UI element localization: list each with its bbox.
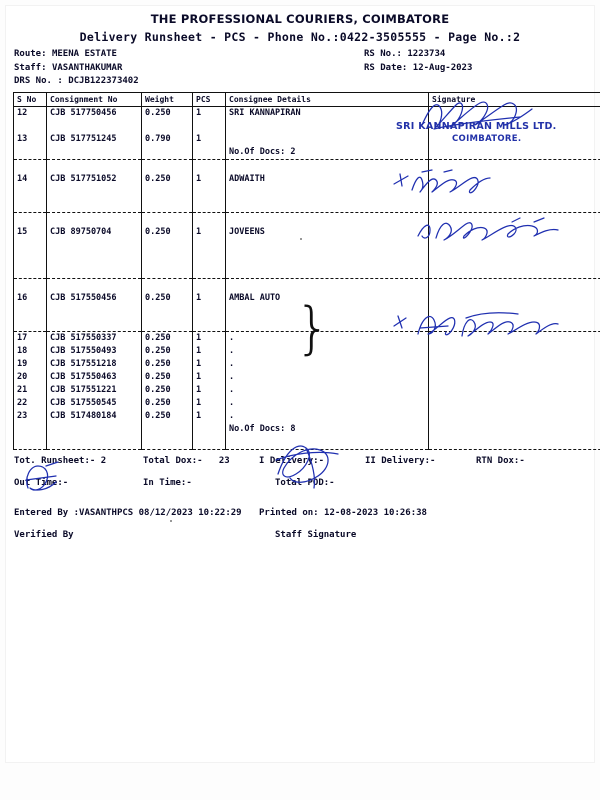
cell-consignment: CJB 517550463 — [47, 371, 142, 384]
cell-consignment: CJB 517550545 — [47, 397, 142, 410]
cell-signature — [429, 107, 600, 121]
table-spacer — [14, 265, 600, 279]
cell-weight: 0.250 — [142, 371, 193, 384]
cell-consignment: CJB 517551218 — [47, 358, 142, 371]
rs-date-label: RS Date: — [364, 62, 408, 73]
cell-weight: 0.790 — [142, 133, 193, 146]
cell-sno: 15 — [14, 226, 47, 239]
docs-count: No.Of Docs: 2 — [226, 146, 429, 160]
table-row — [14, 107, 600, 121]
cell-weight: 0.250 — [142, 384, 193, 397]
cell-weight: 0.250 — [142, 226, 193, 239]
cell-weight: 0.250 — [142, 173, 193, 186]
totals-block — [13, 450, 589, 508]
cell-pcs: 1 — [193, 133, 226, 146]
cell-pcs: 1 — [193, 358, 226, 371]
cell-sno: 13 — [14, 133, 47, 146]
table-spacer — [14, 239, 600, 252]
stamp-line-2: COIMBATORE. — [452, 134, 522, 144]
rs-no-label: RS No.: — [364, 49, 402, 59]
header-block — [6, 48, 594, 92]
cell-weight: 0.250 — [142, 410, 193, 423]
header-left — [14, 48, 139, 89]
cell-consignee: . — [226, 397, 429, 410]
col-consignment: Consignment No — [47, 93, 142, 107]
table-spacer — [14, 436, 600, 450]
cell-signature — [429, 358, 600, 371]
cell-weight: 0.250 — [142, 292, 193, 305]
rs-no-value: 1223734 — [407, 49, 446, 59]
cell-sno: 22 — [14, 397, 47, 410]
drs-value: DCJB122373402 — [68, 76, 139, 86]
cell-consignment: CJB 517751052 — [47, 173, 142, 186]
table-header-row — [14, 93, 600, 107]
cell-signature — [429, 292, 600, 305]
cell-weight: 0.250 — [142, 107, 193, 121]
route-value: MEENA ESTATE — [51, 49, 117, 59]
cell-consignee: JOVEENS — [226, 226, 429, 239]
sheet-title: Delivery Runsheet - PCS - Phone No.:0422-3505555 - Page No.:2 — [79, 30, 521, 44]
i-delivery: I Delivery:- — [259, 456, 325, 466]
cell-consignment: CJB 517551221 — [47, 384, 142, 397]
cell-signature — [429, 173, 600, 186]
staff-value: VASANTHAKUMAR — [51, 62, 123, 73]
staff-signature-label: Staff Signature — [275, 530, 357, 540]
header-right — [364, 48, 472, 75]
route-line — [14, 48, 139, 62]
cell-consignee: . — [226, 358, 429, 371]
drs-label: DRS No. : — [14, 76, 63, 86]
cell-pcs: 1 — [193, 226, 226, 239]
table-row — [14, 384, 600, 397]
cell-consignee: . — [226, 371, 429, 384]
cell-consignee: . — [226, 332, 429, 345]
table-row — [14, 397, 600, 410]
consignment-table — [13, 92, 600, 450]
cell-signature — [429, 397, 600, 410]
table-spacer — [14, 279, 600, 292]
cell-sno: 21 — [14, 384, 47, 397]
col-sno: S No — [14, 93, 47, 107]
cell-pcs: 1 — [193, 371, 226, 384]
col-consignee: Consignee Details — [226, 93, 429, 107]
cell-consignee: . — [226, 410, 429, 423]
table-spacer — [14, 186, 600, 199]
table-spacer — [14, 213, 600, 226]
cell-signature — [429, 345, 600, 358]
table-row — [14, 173, 600, 186]
cell-pcs: 1 — [193, 345, 226, 358]
brace-mark: } — [295, 296, 331, 361]
cell-pcs: 1 — [193, 332, 226, 345]
cell-pcs: 1 — [193, 410, 226, 423]
cell-signature — [429, 371, 600, 384]
cell-consignment: CJB 517480184 — [47, 410, 142, 423]
runsheet-sheet — [6, 6, 594, 762]
total-dox: Total Dox:- 23 — [143, 456, 230, 466]
cell-sno: 12 — [14, 107, 47, 121]
cell-consignee: ADWAITH — [226, 173, 429, 186]
cell-consignee: SRI KANNAPIRAN — [226, 107, 429, 121]
cell-pcs: 1 — [193, 292, 226, 305]
col-signature: Signature — [429, 93, 600, 107]
rs-date-line — [364, 62, 472, 76]
cell-weight: 0.250 — [142, 358, 193, 371]
table-row — [14, 371, 600, 384]
cell-weight: 0.250 — [142, 397, 193, 410]
rtn-dox: RTN Dox:- — [476, 456, 525, 466]
cell-sno: 18 — [14, 345, 47, 358]
table-spacer — [14, 160, 600, 173]
cell-weight: 0.250 — [142, 332, 193, 345]
table-docs-row — [14, 146, 600, 160]
cell-sno: 20 — [14, 371, 47, 384]
company-title: THE PROFESSIONAL COURIERS, COIMBATORE — [150, 12, 450, 26]
cell-signature — [429, 332, 600, 345]
cell-signature — [429, 226, 600, 239]
cell-consignee: . — [226, 384, 429, 397]
printed-on: Printed on: 12-08-2023 10:26:38 — [259, 508, 427, 518]
cell-consignee: AMBAL AUTO — [226, 292, 429, 305]
out-time: Out Time:- — [14, 478, 69, 488]
in-time: In Time:- — [143, 478, 192, 488]
cell-sno: 17 — [14, 332, 47, 345]
cell-consignment: CJB 517751245 — [47, 133, 142, 146]
docs-count: No.Of Docs: 8 — [226, 423, 429, 436]
table-row — [14, 226, 600, 239]
col-pcs: PCS — [193, 93, 226, 107]
cell-signature — [429, 410, 600, 423]
verified-by: Verified By — [14, 530, 74, 540]
route-label: Route: — [14, 49, 47, 59]
table-row — [14, 410, 600, 423]
cell-consignment: CJB 517550337 — [47, 332, 142, 345]
entered-by: Entered By :VASANTHPCS 08/12/2023 10:22:29 — [14, 508, 242, 518]
cell-sno: 16 — [14, 292, 47, 305]
cell-pcs: 1 — [193, 384, 226, 397]
cell-pcs: 1 — [193, 107, 226, 121]
staff-label: Staff: — [14, 62, 47, 73]
cell-pcs: 1 — [193, 397, 226, 410]
cell-consignment: CJB 517750456 — [47, 107, 142, 121]
cell-weight: 0.250 — [142, 345, 193, 358]
staff-line — [14, 62, 139, 76]
col-weight: Weight — [142, 93, 193, 107]
tot-runsheet: Tot. Runsheet:- 2 — [14, 456, 107, 466]
table-spacer — [14, 199, 600, 213]
cell-consignee: . — [226, 345, 429, 358]
rs-date-value: 12-Aug-2023 — [412, 62, 473, 73]
rs-no-line — [364, 48, 472, 62]
stamp-line-1: SRI KANNAPIRAN MILLS LTD. — [396, 121, 557, 132]
table-docs-row — [14, 423, 600, 436]
footer-block — [13, 508, 589, 554]
cell-signature — [429, 384, 600, 397]
cell-sno: 14 — [14, 173, 47, 186]
cell-consignment: CJB 89750704 — [47, 226, 142, 239]
cell-consignee — [226, 133, 429, 146]
drs-line — [14, 75, 139, 89]
cell-consignment: CJB 517550456 — [47, 292, 142, 305]
total-pod: Total POD:- — [275, 478, 335, 488]
cell-consignment: CJB 517550493 — [47, 345, 142, 358]
cell-sno: 23 — [14, 410, 47, 423]
ii-delivery: II Delivery:- — [365, 456, 436, 466]
table-spacer — [14, 252, 600, 265]
cell-sno: 19 — [14, 358, 47, 371]
cell-pcs: 1 — [193, 173, 226, 186]
